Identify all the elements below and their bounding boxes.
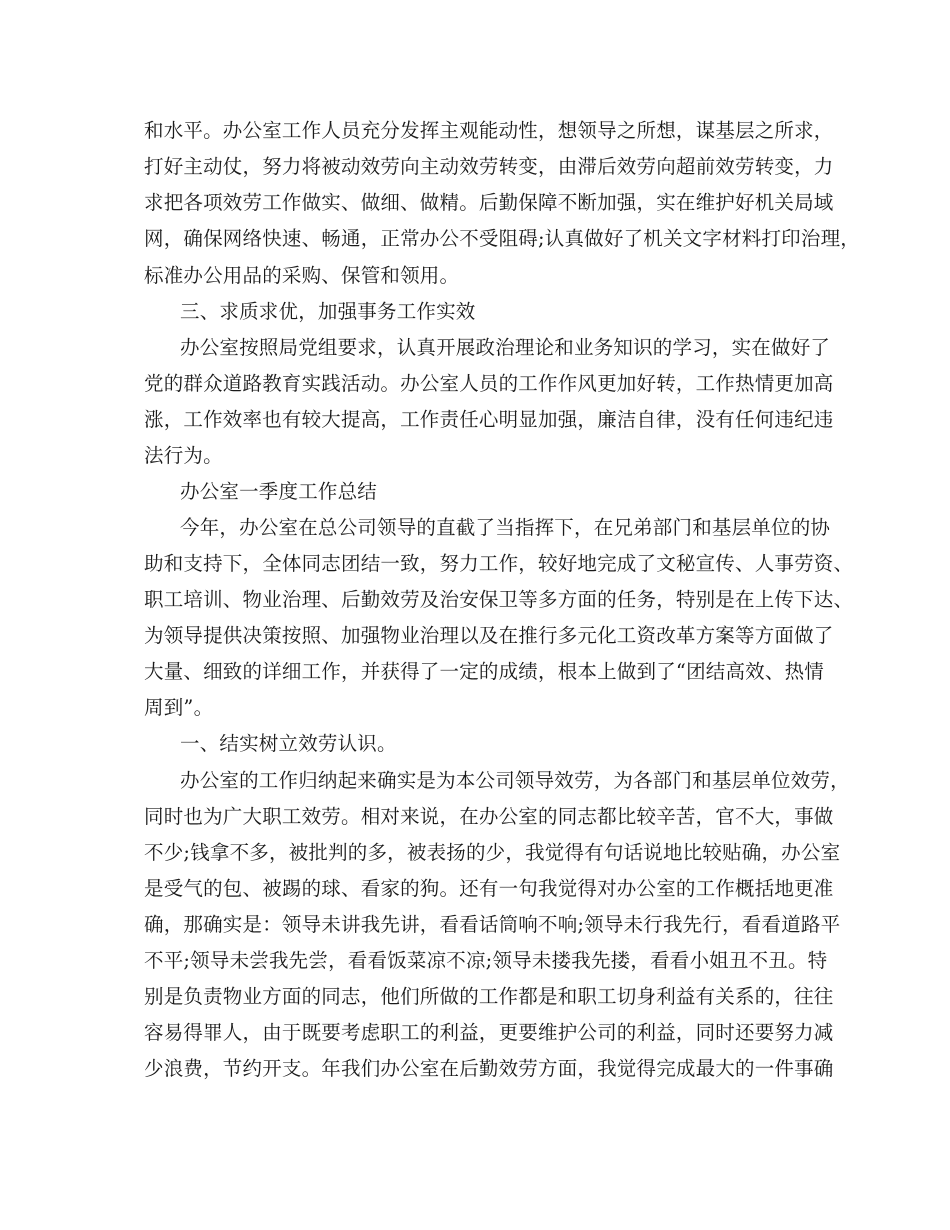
text-line: 助和支持下，全体同志团结一致，努力工作，较好地完成了文秘宣传、人事劳资、 [144,552,854,575]
text-line: 党的群众道路教育实践活动。办公室人员的工作作风更加好转，工作热情更加高 [144,372,834,395]
text-line: 不少;钱拿不多，被批判的多，被表扬的少，我觉得有句话说地比较贴确，办公室 [144,841,841,864]
text-line: 求把各项效劳工作做实、做细、做精。后勤保障不断加强，实在维护好机关局域 [144,191,834,214]
text-line: 确，那确实是：领导未讲我先讲，看看话筒响不响;领导未行我先行，看看道路平 [144,913,841,936]
text-line: 和水平。办公室工作人员充分发挥主观能动性，想领导之所想，谋基层之所求， [144,119,834,142]
section-heading: 一、结实树立效劳认识。 [180,732,397,755]
text-line: 容易得罪人，由于既要考虑职工的利益，更要维护公司的利益，同时还要努力减 [144,1021,834,1044]
text-line: 网，确保网络快速、畅通，正常办公不受阻碍;认真做好了机关文字材料打印治理， [144,227,860,250]
text-line: 职工培训、物业治理、后勤效劳及治安保卫等多方面的任务，特别是在上传下达、 [144,588,854,611]
text-line: 不平;领导未尝我先尝，看看饭菜凉不凉;领导未搂我先搂，看看小姐丑不丑。特 [144,949,828,972]
text-line: 办公室的工作归纳起来确实是为本公司领导效劳，为各部门和基层单位效劳， [180,769,850,792]
text-line: 周到”。 [144,696,214,719]
section-heading: 办公室一季度工作总结 [180,480,378,503]
text-line: 为领导提供决策按照、加强物业治理以及在推行多元化工资改革方案等方面做了 [144,624,834,647]
text-line: 今年，办公室在总公司领导的直截了当指挥下，在兄弟部门和基层单位的协 [180,516,831,539]
text-line: 是受气的包、被踢的球、看家的狗。还有一句我觉得对办公室的工作概括地更准 [144,877,834,900]
text-line: 少浪费，节约开支。年我们办公室在后勤效劳方面，我觉得完成最大的一件事确 [144,1057,834,1080]
text-line: 别是负责物业方面的同志，他们所做的工作都是和职工切身利益有关系的，往往 [144,985,834,1008]
section-heading: 三、求质求优，加强事务工作实效 [180,300,476,323]
text-line: 大量、细致的详细工作，并获得了一定的成绩，根本上做到了“团结高效、热情 [144,660,824,683]
text-line: 标准办公用品的采购、保管和领用。 [144,264,460,287]
text-line: 涨，工作效率也有较大提高，工作责任心明显加强，廉洁自律，没有任何违纪违 [144,408,834,431]
text-line: 同时也为广大职工效劳。相对来说，在办公室的同志都比较辛苦，官不大，事做 [144,805,834,828]
text-line: 打好主动仗，努力将被动效劳向主动效劳转变，由滞后效劳向超前效劳转变，力 [144,155,834,178]
text-line: 法行为。 [144,444,223,467]
text-line: 办公室按照局党组要求，认真开展政治理论和业务知识的学习，实在做好了 [180,336,831,359]
